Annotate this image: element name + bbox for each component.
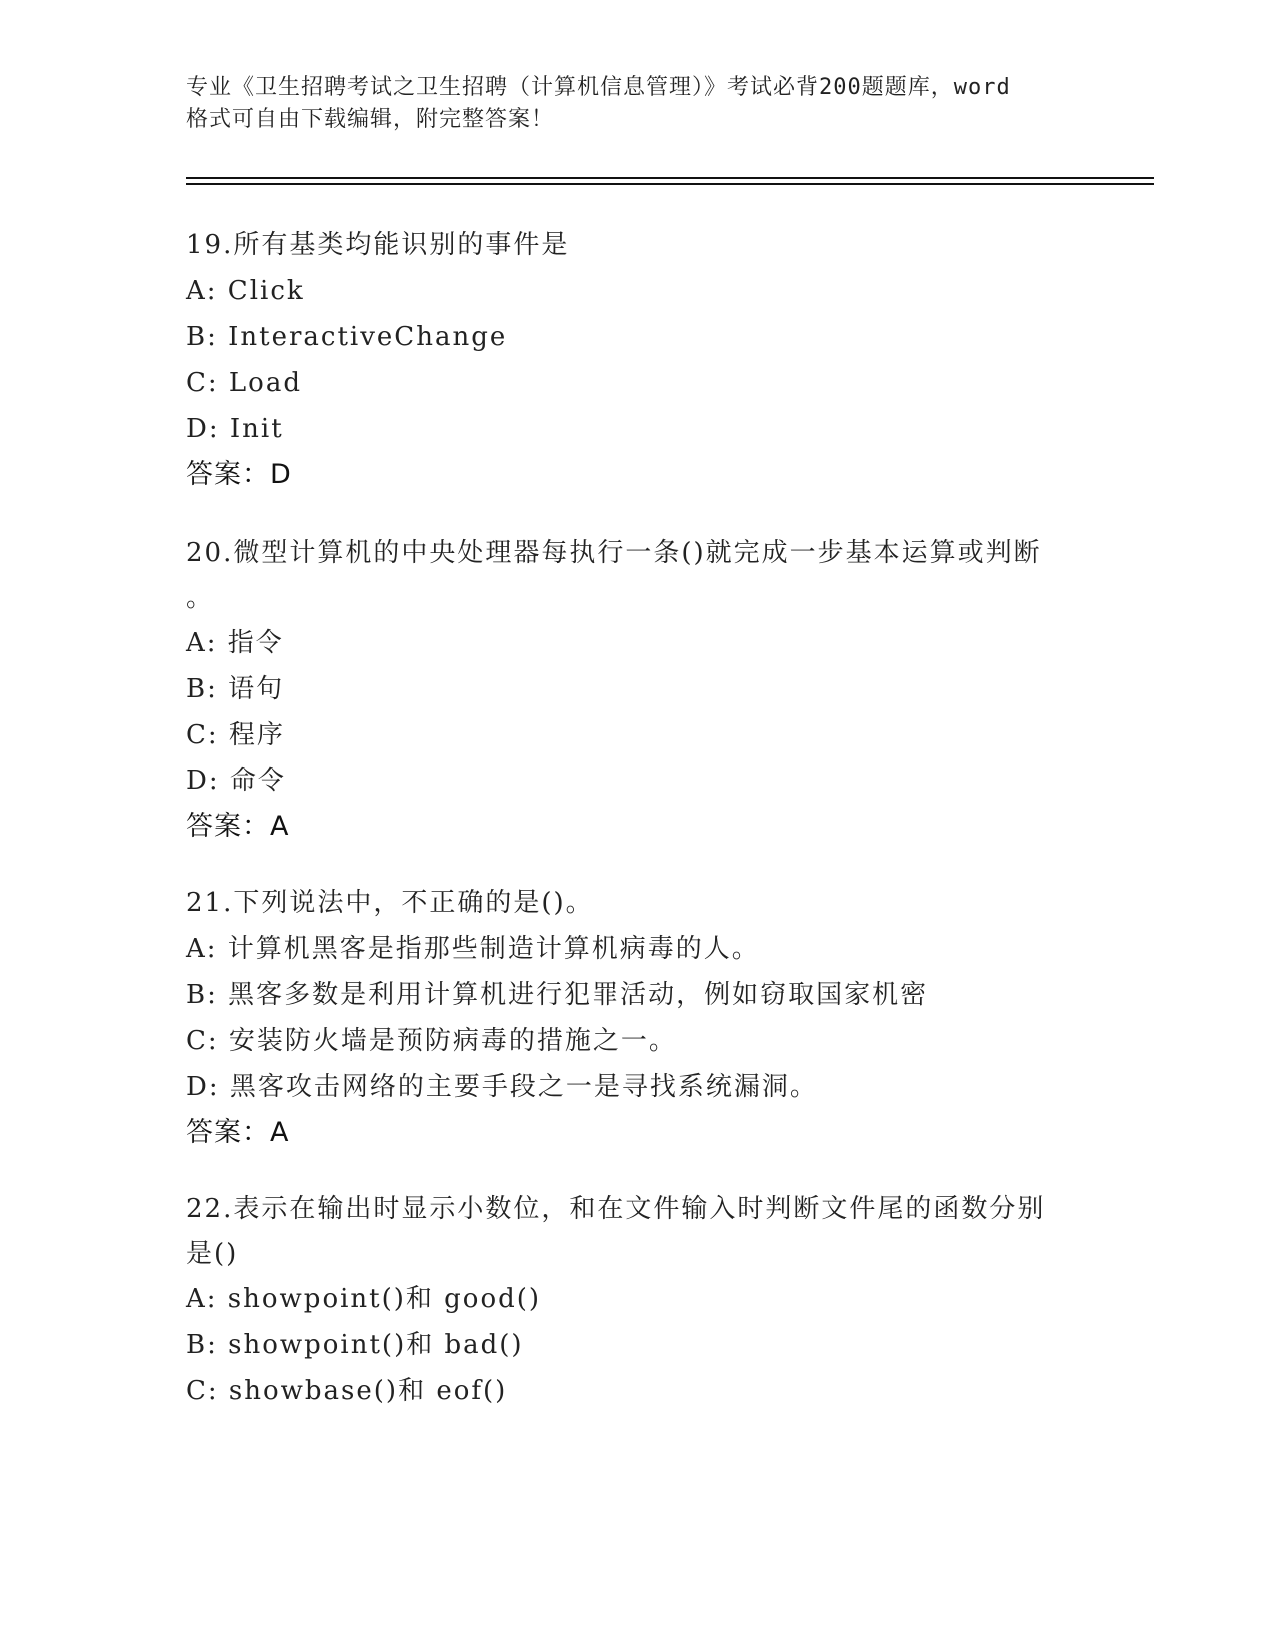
question-stem: 20.微型计算机的中央处理器每执行一条()就完成一步基本运算或判断 bbox=[186, 538, 1042, 568]
option-a: A: showpoint()和 good() bbox=[186, 1284, 542, 1314]
option-b: B: 语句 bbox=[186, 674, 285, 704]
question-stem: 22.表示在输出时显示小数位，和在文件输入时判断文件尾的函数分别 bbox=[186, 1194, 1046, 1224]
option-a: A: 指令 bbox=[186, 628, 284, 658]
answer: 答案：A bbox=[186, 811, 290, 842]
option-b: B: InteractiveChange bbox=[186, 322, 508, 352]
option-d: D: Init bbox=[186, 414, 284, 444]
answer: 答案：D bbox=[186, 459, 292, 490]
question-20 bbox=[186, 530, 1086, 850]
option-c: C: 安装防火墙是预防病毒的措施之一。 bbox=[186, 1026, 677, 1056]
document-header bbox=[186, 72, 1086, 136]
question-stem-continuation: 。 bbox=[186, 583, 215, 613]
question-stem-continuation: 是() bbox=[186, 1239, 239, 1269]
option-c: C: showbase()和 eof() bbox=[186, 1376, 508, 1406]
option-c: C: Load bbox=[186, 368, 302, 398]
option-a: A: 计算机黑客是指那些制造计算机病毒的人。 bbox=[186, 934, 760, 964]
header-line-2: 格式可自由下载编辑，附完整答案！ bbox=[186, 107, 555, 132]
header-divider-bottom bbox=[186, 183, 1154, 185]
option-c: C: 程序 bbox=[186, 720, 285, 750]
option-b: B: 黑客多数是利用计算机进行犯罪活动，例如窃取国家机密 bbox=[186, 980, 929, 1010]
question-stem: 19.所有基类均能识别的事件是 bbox=[186, 230, 570, 260]
header-divider-top bbox=[186, 177, 1154, 179]
option-b: B: showpoint()和 bad() bbox=[186, 1330, 524, 1360]
option-d: D: 命令 bbox=[186, 766, 286, 796]
header-line-1: 专业《卫生招聘考试之卫生招聘（计算机信息管理）》考试必背200题题库，word bbox=[186, 75, 1011, 100]
option-d: D: 黑客攻击网络的主要手段之一是寻找系统漏洞。 bbox=[186, 1072, 818, 1102]
question-stem: 21.下列说法中，不正确的是()。 bbox=[186, 888, 594, 918]
question-21 bbox=[186, 880, 1086, 1156]
question-19 bbox=[186, 222, 1086, 498]
answer: 答案：A bbox=[186, 1117, 290, 1148]
question-22 bbox=[186, 1186, 1086, 1414]
option-a: A: Click bbox=[186, 276, 305, 306]
